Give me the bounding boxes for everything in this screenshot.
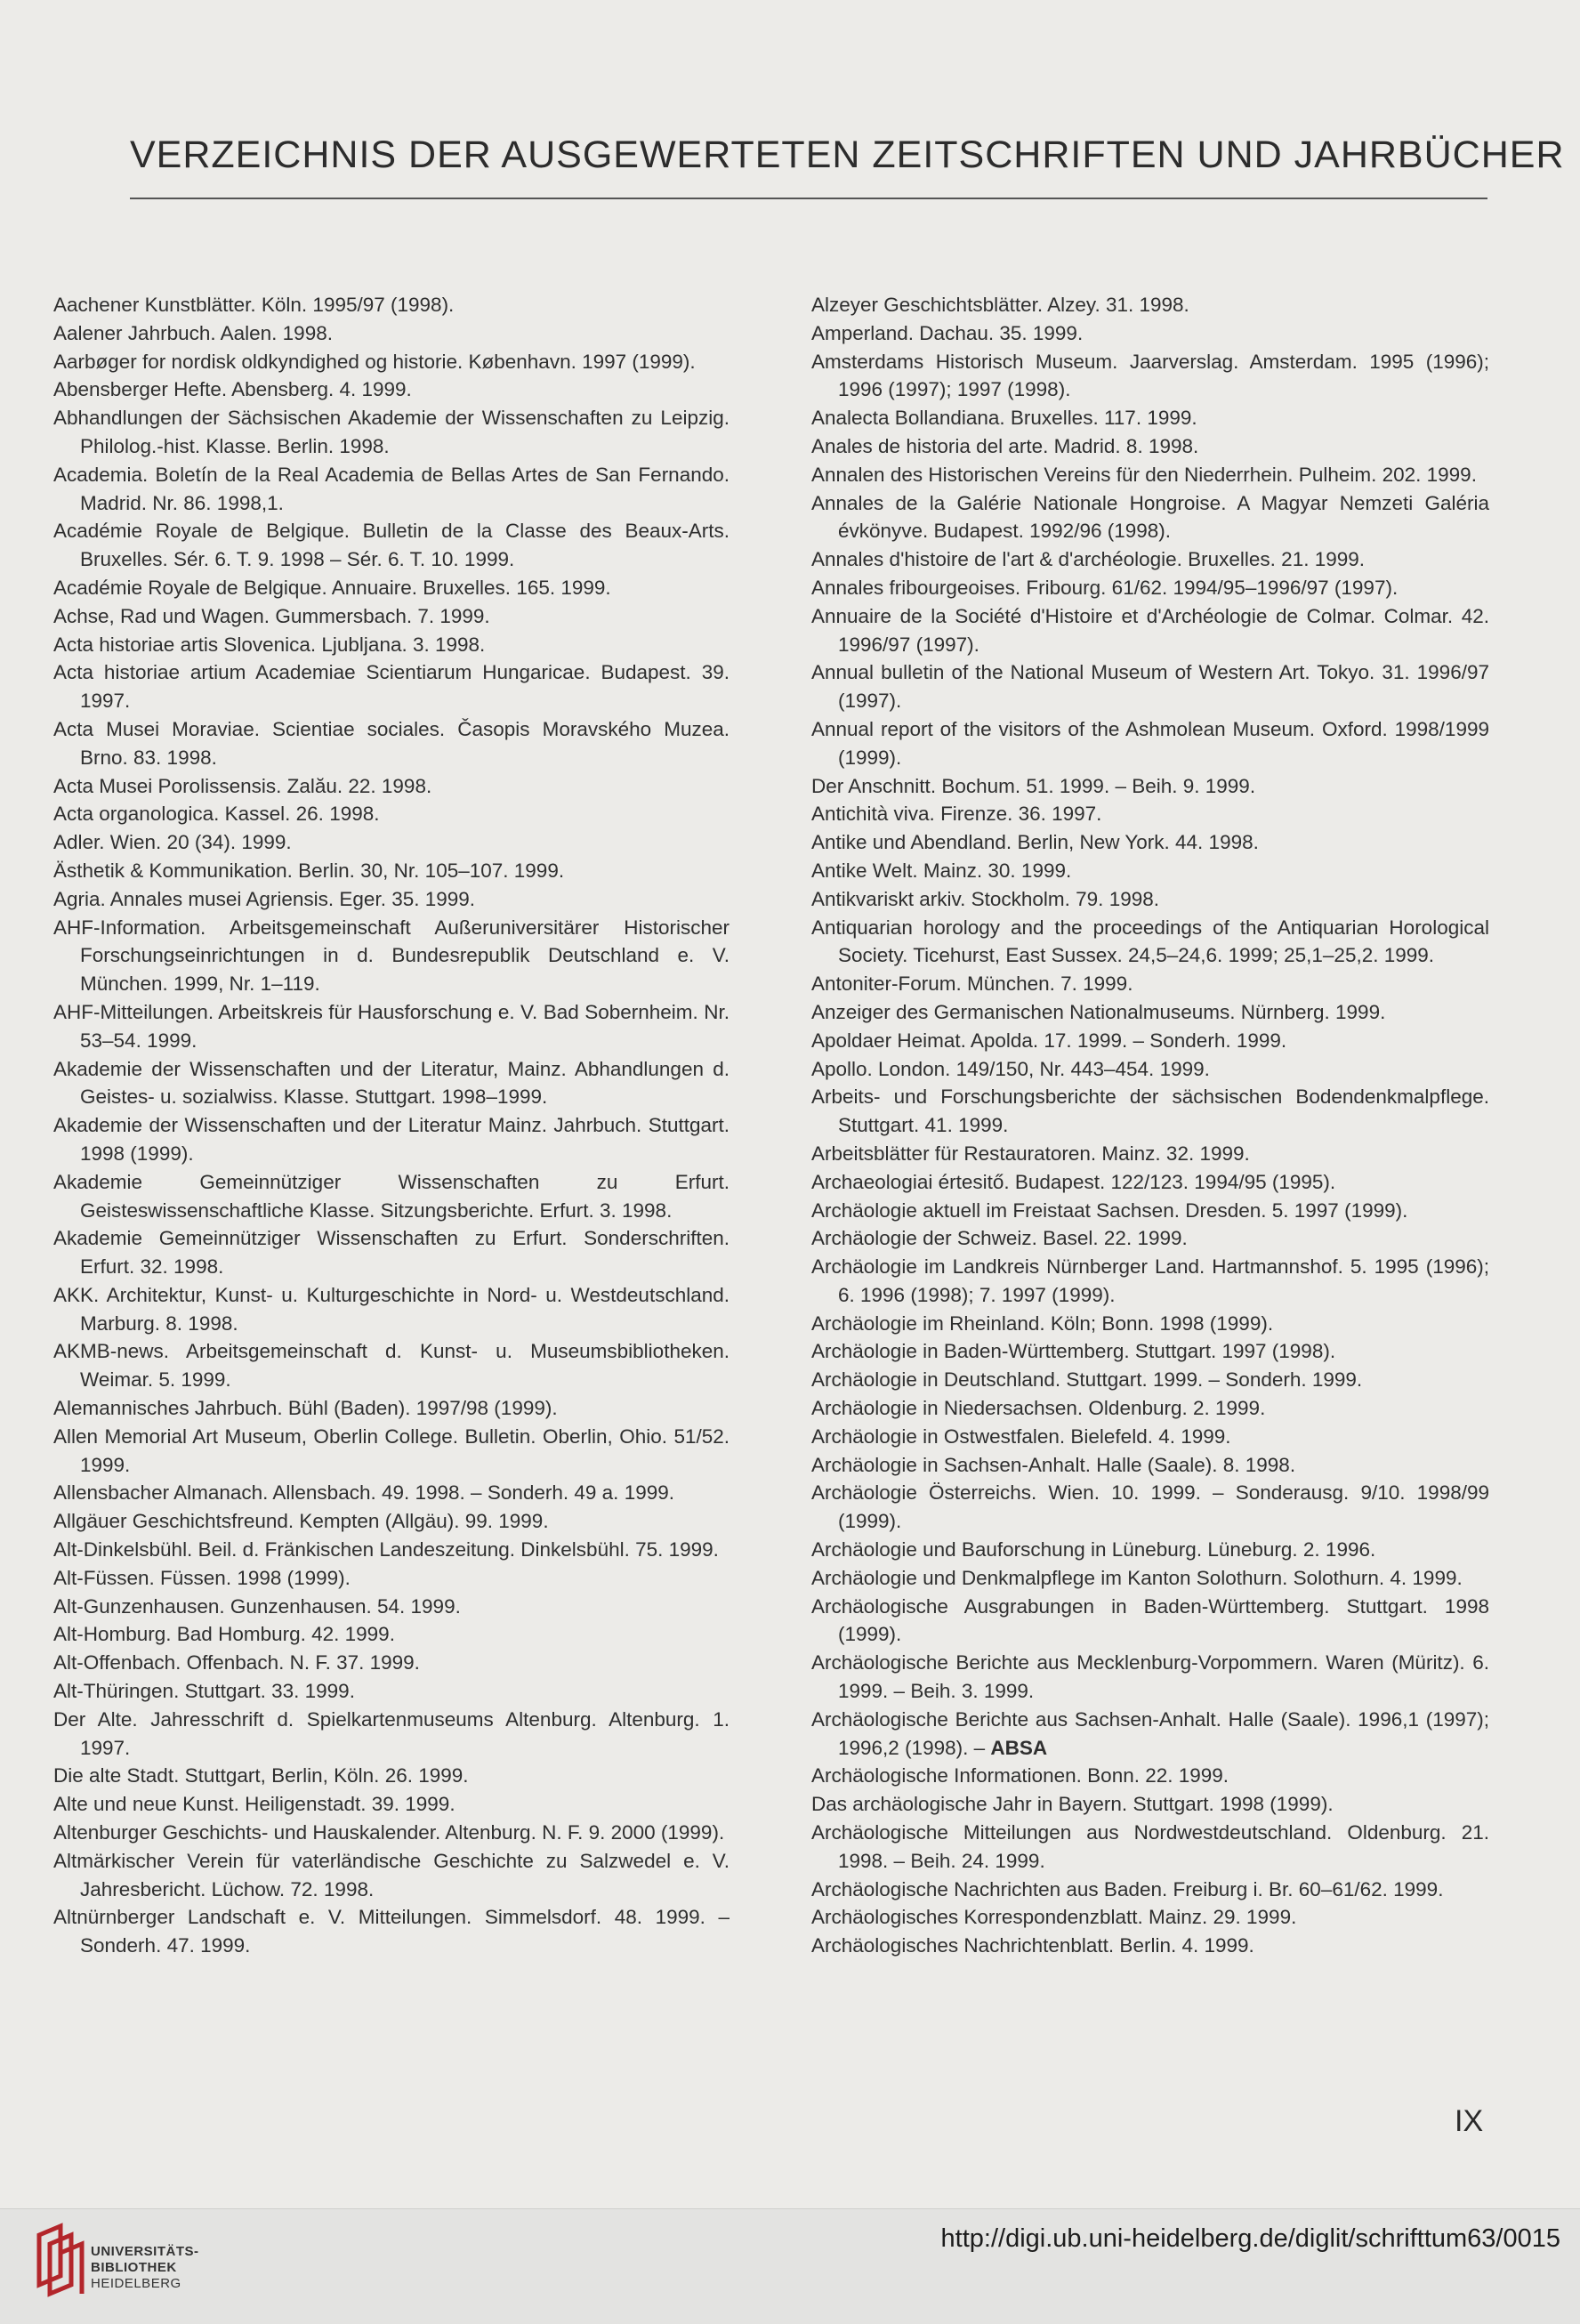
bibliography-entry-text: Acta Musei Moraviae. Scientiae sociales. Časopis Moravského Muzea. Brno. 83. 1998.	[53, 717, 730, 769]
bibliography-entry-text: Ästhetik & Kommunikation. Berlin. 30, Nr. 105–107. 1999.	[53, 859, 565, 882]
bibliography-entry	[811, 1310, 1489, 1338]
bibliography-entry	[811, 1055, 1489, 1084]
bibliography-entry	[53, 1394, 730, 1423]
bibliography-entry	[811, 432, 1489, 461]
bibliography-entry	[811, 1027, 1489, 1055]
bibliography-entry	[811, 1140, 1489, 1168]
bibliography-entry-text: Der Anschnitt. Bochum. 51. 1999. – Beih. 9. 1999.	[811, 774, 1256, 797]
bibliography-entry	[53, 1819, 730, 1847]
bibliography-entry-text: Amperland. Dachau. 35. 1999.	[811, 321, 1084, 344]
bibliography-entry-text: Akademie der Wissenschaften und der Literatur, Mainz. Abhandlungen d. Geistes- u. sozialwiss. Klasse. Stuttgart. 1998–1999.	[53, 1057, 730, 1109]
bibliography-entry	[811, 772, 1489, 801]
bibliography-entry-text: Archäologie in Ostwestfalen. Bielefeld. 4. 1999.	[811, 1424, 1231, 1448]
bibliography-entry	[811, 461, 1489, 489]
bibliography-entry-text: Akademie der Wissenschaften und der Literatur Mainz. Jahrbuch. Stuttgart. 1998 (1999).	[53, 1114, 730, 1165]
bibliography-entry	[811, 1932, 1489, 1960]
bibliography-entry	[811, 602, 1489, 659]
bibliography-entry	[53, 1281, 730, 1338]
bibliography-entry-text: Aalener Jahrbuch. Aalen. 1998.	[53, 321, 333, 344]
bibliography-entry-text: Antike und Abendland. Berlin, New York. 44. 1998.	[811, 831, 1259, 854]
bibliography-entry-text: Acta historiae artium Academiae Scientiarum Hungaricae. Budapest. 39. 1997.	[53, 661, 730, 713]
bibliography-entry-text: AHF-Information. Arbeitsgemeinschaft Außeruniversitärer Historischer Forschungseinrichtungen in d. Bundesrepublik Deutschland e. V. München. 1999, Nr. 1–119.	[53, 916, 730, 996]
bibliography-entry-text: Abensberger Hefte. Abensberg. 4. 1999.	[53, 378, 412, 401]
bibliography-entry-text: Antiquarian horology and the proceedings of the Antiquarian Horological Society. Ticehurst, East Sussex. 24,5–24,6. 1999; 25,1–25,2. 1999.	[811, 916, 1489, 967]
bibliography-entry	[811, 489, 1489, 546]
bibliography-entry	[811, 574, 1489, 602]
bibliography-entry-text: Amsterdams Historisch Museum. Jaarverslag. Amsterdam. 1995 (1996); 1996 (1997); 1997 (1998).	[811, 350, 1489, 401]
bibliography-entry	[53, 857, 730, 885]
bibliography-entry-text: Alte und neue Kunst. Heiligenstadt. 39. 1999.	[53, 1793, 455, 1816]
bibliography-entry-text: Anales de historia del arte. Madrid. 8. 1998.	[811, 434, 1199, 457]
bibliography-entry-text: AHF-Mitteilungen. Arbeitskreis für Hausforschung e. V. Bad Sobernheim. Nr. 53–54. 1999.	[53, 1000, 730, 1052]
bibliography-entry-text: Antikvariskt arkiv. Stockholm. 79. 1998.	[811, 887, 1159, 910]
bibliography-entry-text: Alemannisches Jahrbuch. Bühl (Baden). 1997/98 (1999).	[53, 1397, 558, 1420]
bibliography-entry	[53, 1593, 730, 1621]
bibliography-entry	[811, 1564, 1489, 1593]
library-name	[91, 2244, 199, 2292]
bibliography-entry	[811, 828, 1489, 857]
bibliography-entry	[53, 291, 730, 319]
bibliography-entry	[811, 1536, 1489, 1564]
bibliography-entry	[811, 1706, 1489, 1763]
bibliography-entry	[811, 970, 1489, 998]
bibliography-entry-text: Archäologische Berichte aus Mecklenburg-Vorpommern. Waren (Müritz). 6. 1999. – Beih. 3. 1999.	[811, 1651, 1489, 1703]
bibliography-entry-text: Antichità viva. Firenze. 36. 1997.	[811, 803, 1102, 826]
bibliography-entry	[53, 1224, 730, 1281]
bibliography-entry-text: Arbeits- und Forschungsberichte der sächsischen Bodendenkmalpflege. Stuttgart. 41. 1999.	[811, 1085, 1489, 1137]
bibliography-entry	[811, 800, 1489, 828]
bibliography-entry-text: Apoldaer Heimat. Apolda. 17. 1999. – Sonderh. 1999.	[811, 1029, 1287, 1052]
bibliography-entry	[53, 1762, 730, 1790]
absa-marker: ABSA	[990, 1736, 1048, 1759]
bibliography-entry-text: Académie Royale de Belgique. Bulletin de la Classe des Beaux-Arts. Bruxelles. Sér. 6. T. 9. 1998 – Sér. 6. T. 10. 1999.	[53, 520, 730, 571]
bibliography-entry-text: Adler. Wien. 20 (34). 1999.	[53, 831, 292, 854]
bibliography-entry-text: Allgäuer Geschichtsfreund. Kempten (Allgäu). 99. 1999.	[53, 1510, 549, 1533]
bibliography-entry-text: Alt-Füssen. Füssen. 1998 (1999).	[53, 1566, 351, 1589]
bibliography-entry-text: Archäologie in Deutschland. Stuttgart. 1999. – Sonderh. 1999.	[811, 1368, 1363, 1392]
bibliography-entry-text: Das archäologische Jahr in Bayern. Stuttgart. 1998 (1999).	[811, 1793, 1334, 1816]
bibliography-entry-text: Archäologie in Baden-Württemberg. Stuttgart. 1997 (1998).	[811, 1340, 1336, 1363]
right-column	[811, 291, 1489, 1960]
bibliography-entry-text: Annales d'histoire de l'art & d'archéologie. Bruxelles. 21. 1999.	[811, 548, 1366, 571]
bibliography-entry	[53, 715, 730, 772]
bibliography-entry-text: Archäologie aktuell im Freistaat Sachsen. Dresden. 5. 1997 (1999).	[811, 1198, 1408, 1222]
bibliography-entry	[811, 715, 1489, 772]
bibliography-entry	[53, 1507, 730, 1536]
bibliography-entry	[811, 348, 1489, 405]
bibliography-entry-text: Anzeiger des Germanischen Nationalmuseums. Nürnberg. 1999.	[811, 1000, 1386, 1023]
bibliography-entry-text: Analecta Bollandiana. Bruxelles. 117. 1999.	[811, 407, 1197, 430]
bibliography-entry-text: Annuaire de la Société d'Histoire et d'Archéologie de Colmar. Colmar. 42. 1996/97 (1997).	[811, 604, 1489, 656]
bibliography-entry-text: Achse, Rad und Wagen. Gummersbach. 7. 1999.	[53, 604, 490, 627]
bibliography-entry	[811, 1394, 1489, 1423]
library-name-line3: HEIDELBERG	[91, 2276, 181, 2291]
header-rule	[130, 198, 1487, 199]
bibliography-entry-text: AKK. Architektur, Kunst- u. Kulturgeschichte in Nord- u. Westdeutschland. Marburg. 8. 1998.	[53, 1283, 730, 1335]
bibliography-entry-text: Académie Royale de Belgique. Annuaire. Bruxelles. 165. 1999.	[53, 576, 611, 599]
bibliography-entry-text: Archäologie im Landkreis Nürnberger Land. Hartmannshof. 5. 1995 (1996); 6. 1996 (1998); 7. 1997 (1999).	[811, 1255, 1489, 1306]
bibliography-entry	[53, 914, 730, 998]
bibliography-entry	[53, 574, 730, 602]
bibliography-entry-text: Archaeologiai értesitő. Budapest. 122/123. 1994/95 (1995).	[811, 1170, 1336, 1193]
bibliography-entry-text: Archäologie in Sachsen-Anhalt. Halle (Saale). 8. 1998.	[811, 1453, 1296, 1476]
bibliography-entry	[811, 1876, 1489, 1904]
bibliography-entry	[53, 772, 730, 801]
bibliography-entry	[53, 998, 730, 1055]
bibliography-entry-text: Arbeitsblätter für Restauratoren. Mainz. 32. 1999.	[811, 1142, 1250, 1165]
bibliography-entry	[811, 1762, 1489, 1790]
bibliography-entry-text: Acta organologica. Kassel. 26. 1998.	[53, 803, 380, 826]
bibliography-entry-text: Alt-Homburg. Bad Homburg. 42. 1999.	[53, 1623, 395, 1646]
bibliography-entry	[811, 857, 1489, 885]
bibliography-entry	[811, 291, 1489, 319]
bibliography-entry-text: Altmärkischer Verein für vaterländische Geschichte zu Salzwedel e. V. Jahresbericht. Lüchow. 72. 1998.	[53, 1849, 730, 1900]
page-title: VERZEICHNIS DER AUSGEWERTETEN ZEITSCHRIFTEN UND JAHRBÜCHER	[130, 133, 1565, 176]
bibliography-entry	[53, 1847, 730, 1904]
bibliography-entry-text: Aarbøger for nordisk oldkyndighed og historie. København. 1997 (1999).	[53, 350, 696, 373]
bibliography-entry-text: Alzeyer Geschichtsblätter. Alzey. 31. 1998.	[811, 294, 1189, 316]
bibliography-entry-text: Allen Memorial Art Museum, Oberlin College. Bulletin. Oberlin, Ohio. 51/52. 1999.	[53, 1424, 730, 1476]
bibliography-entry-text: Archäologische Informationen. Bonn. 22. 1999.	[811, 1764, 1229, 1787]
bibliography-entry	[811, 319, 1489, 348]
bibliography-entry	[53, 1620, 730, 1649]
bibliography-entry	[811, 658, 1489, 715]
bibliography-entry	[811, 998, 1489, 1027]
bibliography-entry	[811, 1479, 1489, 1536]
bibliography-entry-text: Archäologisches Nachrichtenblatt. Berlin. 4. 1999.	[811, 1934, 1254, 1957]
bibliography-entry-text: Archäologische Mitteilungen aus Nordwestdeutschland. Oldenburg. 21. 1998. – Beih. 24. 1999.	[811, 1821, 1489, 1872]
bibliography-entry	[811, 914, 1489, 971]
page-number: IX	[1455, 2104, 1484, 2138]
left-column	[53, 291, 730, 1960]
bibliography-entry	[53, 1479, 730, 1507]
bibliography-entry-text: Archäologie der Schweiz. Basel. 22. 1999.	[811, 1227, 1188, 1250]
bibliography-entry	[811, 404, 1489, 432]
bibliography-entry-text: Archäologisches Korrespondenzblatt. Mainz. 29. 1999.	[811, 1906, 1297, 1929]
bibliography-entry	[53, 602, 730, 631]
bibliography-entry-text: Altenburger Geschichts- und Hauskalender. Altenburg. N. F. 9. 2000 (1999).	[53, 1821, 725, 1844]
bibliography-entry	[53, 800, 730, 828]
bibliography-entry-text: Acta historiae artis Slovenica. Ljubljana. 3. 1998.	[53, 633, 486, 656]
bibliography-entry-text: Archäologische Nachrichten aus Baden. Freiburg i. Br. 60–61/62. 1999.	[811, 1877, 1444, 1900]
bibliography-entry	[53, 828, 730, 857]
bibliography-entry	[811, 1819, 1489, 1876]
bibliography-entry-text: Antoniter-Forum. München. 7. 1999.	[811, 972, 1133, 996]
bibliography-entry-text: Archäologie in Niedersachsen. Oldenburg. 2. 1999.	[811, 1397, 1266, 1420]
bibliography-entry-text: Annual bulletin of the National Museum of Western Art. Tokyo. 31. 1996/97 (1997).	[811, 661, 1489, 713]
bibliography-entry-text: Annales fribourgeoises. Fribourg. 61/62. 1994/95–1996/97 (1997).	[811, 576, 1399, 599]
bibliography-entry-text: Abhandlungen der Sächsischen Akademie der Wissenschaften zu Leipzig. Philolog.-hist. Klasse. Berlin. 1998.	[53, 407, 730, 457]
bibliography-entry-text: Acta Musei Porolissensis. Zalău. 22. 1998.	[53, 774, 432, 797]
bibliography-entry-text: Alt-Dinkelsbühl. Beil. d. Fränkischen Landeszeitung. Dinkelsbühl. 75. 1999.	[53, 1538, 719, 1561]
bibliography-entry	[811, 1083, 1489, 1140]
bibliography-entry-text: Apollo. London. 149/150, Nr. 443–454. 1999.	[811, 1057, 1210, 1080]
bibliography-entry	[53, 1790, 730, 1819]
bibliography-entry-text: Akademie Gemeinnütziger Wissenschaften zu Erfurt. Geisteswissenschaftliche Klasse. Sitzungsberichte. Erfurt. 3. 1998.	[53, 1170, 730, 1222]
bibliography-entry-text: Antike Welt. Mainz. 30. 1999.	[811, 859, 1072, 882]
bibliography-entry-text: Archäologie Österreichs. Wien. 10. 1999. – Sonderausg. 9/10. 1998/99 (1999).	[811, 1481, 1489, 1533]
bibliography-entry	[811, 1224, 1489, 1253]
bibliography-entry-text: Archäologie und Denkmalpflege im Kanton Solothurn. Solothurn. 4. 1999.	[811, 1566, 1463, 1589]
bibliography-entry	[811, 1253, 1489, 1310]
bibliography-entry	[811, 1451, 1489, 1480]
bibliography-entry-text: Der Alte. Jahresschrift d. Spielkartenmuseums Altenburg. Altenburg. 1. 1997.	[53, 1707, 730, 1759]
bibliography-entry-text: Die alte Stadt. Stuttgart, Berlin, Köln. 26. 1999.	[53, 1764, 469, 1787]
bibliography-entry	[811, 1593, 1489, 1650]
bibliography-entry	[53, 1536, 730, 1564]
bibliography-entry	[811, 1649, 1489, 1706]
bibliography-entry-text: Aachener Kunstblätter. Köln. 1995/97 (1998).	[53, 294, 455, 316]
bibliography-entry-text: Akademie Gemeinnütziger Wissenschaften zu Erfurt. Sonderschriften. Erfurt. 32. 1998.	[53, 1227, 730, 1279]
bibliography-entry-text: Agria. Annales musei Agriensis. Eger. 35. 1999.	[53, 887, 476, 910]
bibliography-entry-text: Academia. Boletín de la Real Academia de Bellas Artes de San Fernando. Madrid. Nr. 86. 1998,1.	[53, 463, 730, 514]
bibliography-entry-text: Archäologische Ausgrabungen in Baden-Württemberg. Stuttgart. 1998 (1999).	[811, 1594, 1489, 1646]
bibliography-entry-text: Alt-Offenbach. Offenbach. N. F. 37. 1999.	[53, 1651, 420, 1674]
bibliography-entry	[53, 1649, 730, 1677]
bibliography-entry	[53, 404, 730, 461]
bibliography-entry	[53, 1168, 730, 1225]
bibliography-entry	[811, 1366, 1489, 1394]
bibliography-entry-text: Alt-Thüringen. Stuttgart. 33. 1999.	[53, 1680, 355, 1703]
bibliography-entry	[53, 1111, 730, 1168]
bibliography-entry-text: Alt-Gunzenhausen. Gunzenhausen. 54. 1999.	[53, 1594, 461, 1618]
bibliography-entry	[811, 1903, 1489, 1932]
bibliography-entry	[53, 1337, 730, 1394]
bibliography-entry-text: Archäologische Berichte aus Sachsen-Anhalt. Halle (Saale). 1996,1 (1997); 1996,2 (1998). –	[811, 1707, 1489, 1759]
bibliography-entry	[53, 517, 730, 574]
bibliography-entry	[53, 658, 730, 715]
bibliography-entry	[53, 461, 730, 518]
bibliography-entry-text: Archäologie und Bauforschung in Lüneburg. Lüneburg. 2. 1996.	[811, 1538, 1376, 1561]
bibliography-entry	[53, 1903, 730, 1960]
bibliography-entry-text: Annual report of the visitors of the Ashmolean Museum. Oxford. 1998/1999 (1999).	[811, 717, 1489, 769]
bibliography-entry	[53, 1677, 730, 1706]
bibliography-entry-text: AKMB-news. Arbeitsgemeinschaft d. Kunst- u. Museumsbibliotheken. Weimar. 5. 1999.	[53, 1340, 730, 1392]
bibliography-entry	[53, 1706, 730, 1763]
bibliography-entry	[811, 885, 1489, 914]
bibliography-entry	[811, 1168, 1489, 1197]
ub-heidelberg-logo-icon	[34, 2223, 91, 2301]
bibliography-entry-text: Annales de la Galérie Nationale Hongroise. A Magyar Nemzeti Galéria évkönyve. Budapest. 1992/96 (1998).	[811, 491, 1489, 543]
bibliography-entry	[53, 1423, 730, 1480]
bibliography-entry	[53, 631, 730, 659]
source-url-link[interactable]: http://digi.ub.uni-heidelberg.de/diglit/schrifttum63/0015	[940, 2224, 1560, 2253]
bibliography-entry-text: Archäologie im Rheinland. Köln; Bonn. 1998 (1999).	[811, 1311, 1274, 1335]
bibliography-entry	[53, 375, 730, 404]
bibliography-entry	[811, 545, 1489, 574]
bibliography-entry	[53, 319, 730, 348]
library-name-line1: UNIVERSITÄTS-	[91, 2244, 199, 2259]
bibliography-entry	[811, 1337, 1489, 1366]
bibliography-entry	[811, 1790, 1489, 1819]
bibliography-entry	[811, 1423, 1489, 1451]
bibliography-entry	[53, 348, 730, 376]
bibliography-entry-text: Altnürnberger Landschaft e. V. Mitteilungen. Simmelsdorf. 48. 1999. – Sonderh. 47. 1999.	[53, 1906, 730, 1957]
bibliography-entry	[53, 885, 730, 914]
bibliography-entry	[53, 1564, 730, 1593]
bibliography-entry	[811, 1197, 1489, 1225]
library-name-line2: BIBLIOTHEK	[91, 2260, 177, 2275]
bibliography-entry	[53, 1055, 730, 1112]
bibliography-entry-text: Annalen des Historischen Vereins für den Niederrhein. Pulheim. 202. 1999.	[811, 463, 1477, 486]
bibliography-entry-text: Allensbacher Almanach. Allensbach. 49. 1998. – Sonderh. 49 a. 1999.	[53, 1481, 674, 1505]
